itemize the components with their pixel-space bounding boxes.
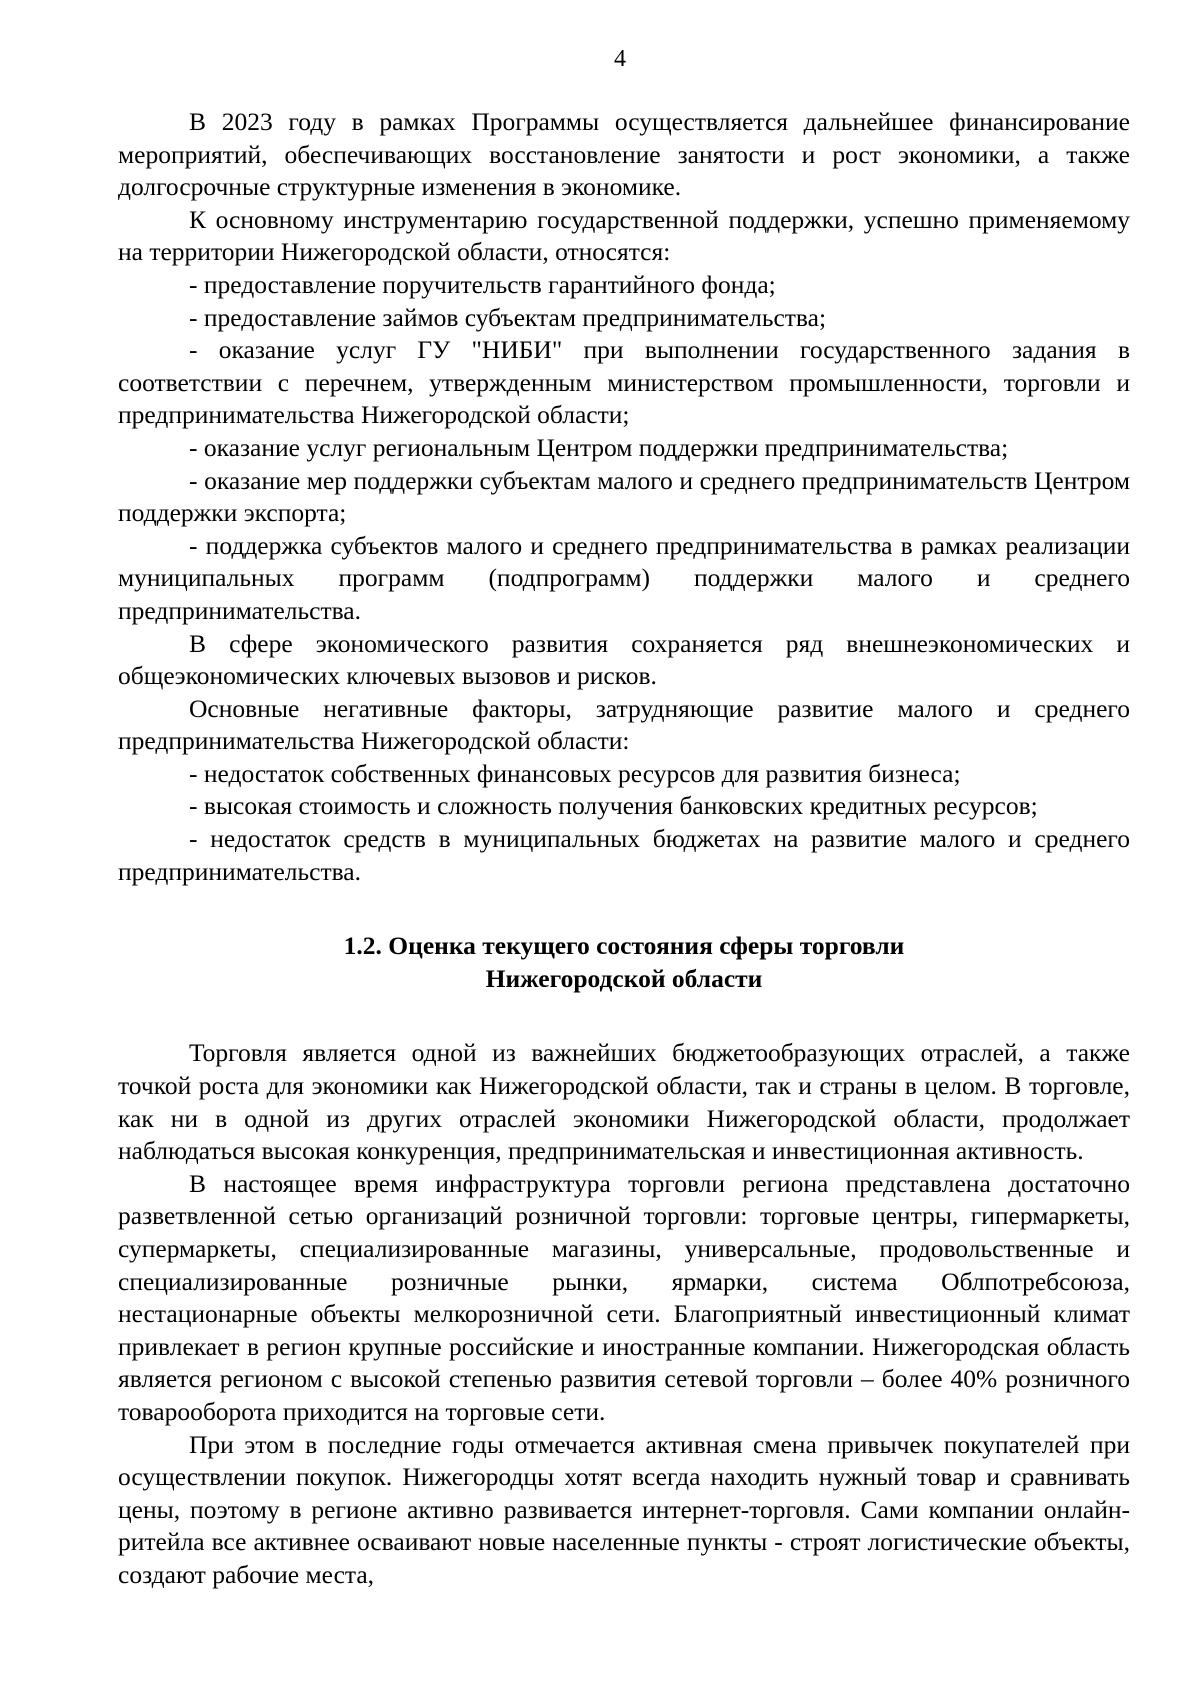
section-heading-line: 1.2. Оценка текущего состояния сферы торговли: [343, 931, 905, 961]
paragraph: В 2023 году в рамках Программы осуществляется дальнейшее финансирование мероприятий, обеспечивающих восстановление занятости и рост экономики, а также долгосрочные структурные изменения в экономике.: [118, 107, 1130, 202]
page-number: 4: [614, 46, 626, 72]
section-heading: [118, 930, 1130, 995]
section-heading-line: Нижегородской области: [485, 963, 763, 993]
paragraph: К основному инструментарию государственной поддержки, успешно применяемому на территории Нижегородской области, относятся:: [118, 204, 1130, 267]
list-item: - оказание услуг ГУ "НИБИ" при выполнении государственного задания в соответствии с перечнем, утвержденным министерством промышленности, торговли и предпринимательства Нижегородской области;: [118, 335, 1130, 430]
list-item: - недостаток средств в муниципальных бюджетах на развитие малого и среднего предпринимательства.: [118, 824, 1130, 886]
list-item: - оказание услуг региональным Центром поддержки предпринимательства;: [189, 432, 1009, 462]
paragraph: При этом в последние годы отмечается активная смена привычек покупателей при осуществлении покупок. Нижегородцы хотят всегда находить нужный товар и сравнивать цены, поэтому в регионе активно развивается интернет-торговля. Сами компании онлайн-ритейла все активнее осваивают новые населенные пункты - строят логистические объекты, создают рабочие места,: [118, 1429, 1130, 1589]
list-item: - недостаток собственных финансовых ресурсов для развития бизнеса;: [189, 758, 961, 788]
paragraph: В настоящее время инфраструктура торговли региона представлена достаточно разветвленной сетью организаций розничной торговли: торговые центры, гипермаркеты, супермаркеты, специализированные магазины, универсальные, продовольственные и специализированные розничные рынки, ярмарки, система Облпотребсоюза, нестационарные объекты мелкорозничной сети. Благоприятный инвестиционный климат привлекает в регион крупные российские и иностранные компании. Нижегородская область является регионом с высокой степенью развития сетевой торговли – более 40% розничного товарооборота приходится на торговые сети.: [118, 1168, 1130, 1426]
document-body: [118, 106, 1130, 1592]
paragraph: Основные негативные факторы, затрудняющие развитие малого и среднего предпринимательства Нижегородской области:: [118, 693, 1130, 756]
list-item: - оказание мер поддержки субъектам малого и среднего предпринимательств Центром поддержки экспорта;: [118, 465, 1130, 528]
list-item: - предоставление поручительств гарантийного фонда;: [189, 269, 776, 299]
list-item: - предоставление займов субъектам предпринимательства;: [189, 302, 827, 332]
paragraph: Торговля является одной из важнейших бюджетообразующих отраслей, а также точкой роста для экономики как Нижегородской области, так и страны в целом. В торговле, как ни в одной из других отраслей экономики Нижегородской области, продолжает наблюдаться высокая конкуренция, предпринимательская и инвестиционная активность.: [118, 1038, 1130, 1166]
list-item: - поддержка субъектов малого и среднего предпринимательства в рамках реализации муниципальных программ (подпрограмм) поддержки малого и среднего предпринимательства.: [118, 530, 1130, 625]
list-item: - высокая стоимость и сложность получения банковских кредитных ресурсов;: [189, 791, 1038, 821]
paragraph: В сфере экономического развития сохраняется ряд внешнеэкономических и общеэкономических ключевых вызовов и рисков.: [118, 628, 1130, 691]
